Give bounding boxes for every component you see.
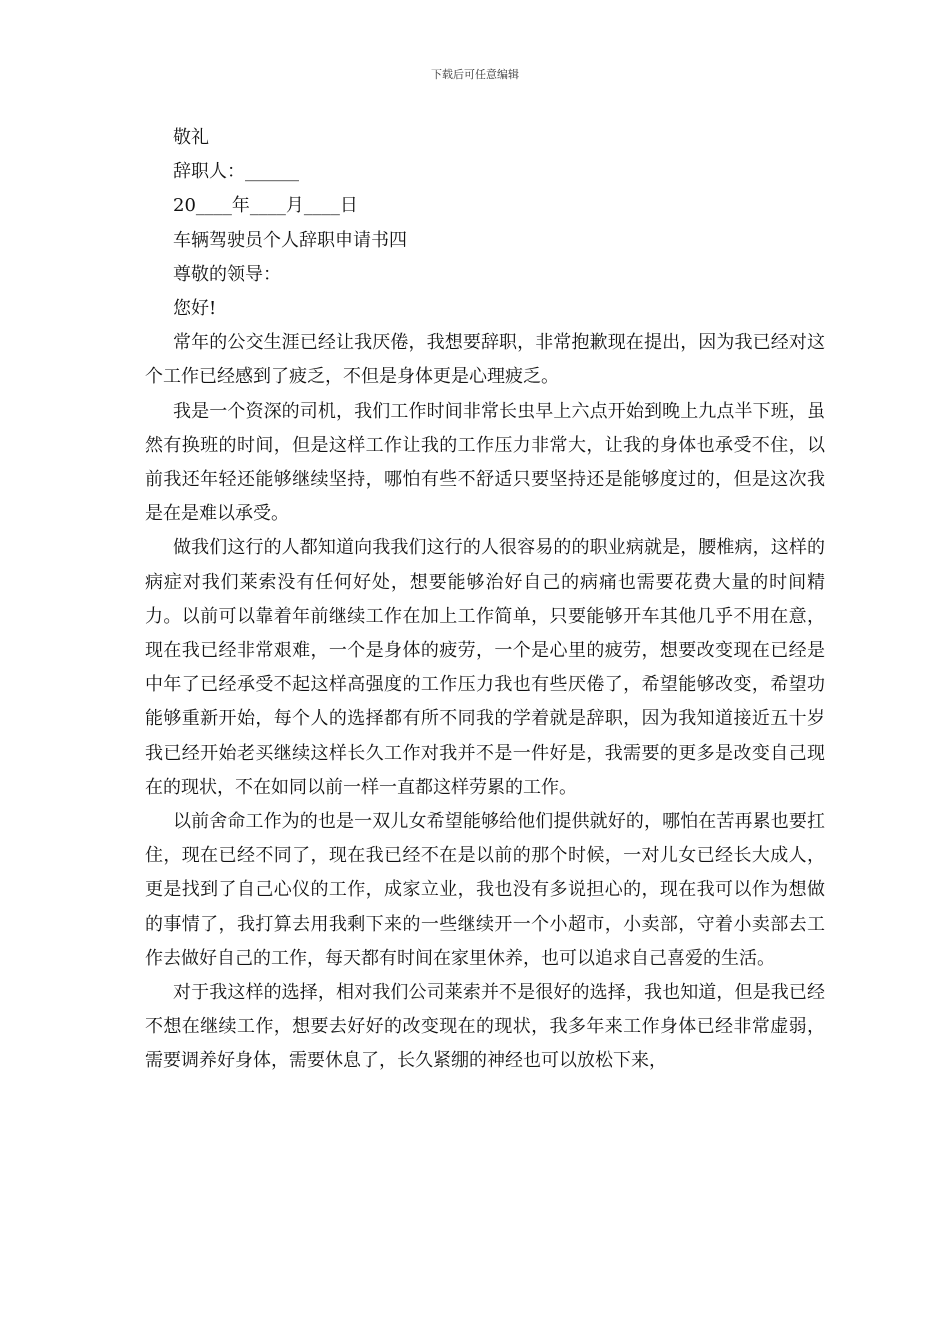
paragraph-3: 做我们这行的人都知道向我我们这行的人很容易的的职业病就是，腰椎病，这样的病症对我们莱索没有任何好处，想要能够治好自己的病痛也需要花费大量的时间精力。以前可以靠着年前继续工作在加上工作简单，只要能够开车其他几乎不用在意，现在我已经非常艰难，一个是身体的疲劳，一个是心里的疲劳，想要改变现在已经是中年了已经承受不起这样高强度的工作压力我也有些厌倦了，希望能够改变，希望功能够重新开始，每个人的选择都有所不同我的学着就是辞职，因为我知道接近五十岁我已经开始老买继续这样长久工作对我并不是一件好是，我需要的更多是改变自己现在的现状，不在如同以前一样一直都这样劳累的工作。 — [145, 537, 825, 798]
closing-salute: 敬礼 — [173, 127, 209, 148]
paragraph-1: 常年的公交生涯已经让我厌倦，我想要辞职，非常抱歉现在提出，因为我已经对这个工作已经感到了疲乏，不但是身体更是心理疲乏。 — [145, 332, 825, 388]
signature-line: 辞职人：______ — [173, 161, 299, 183]
hello: 您好! — [173, 298, 217, 320]
greeting: 尊敬的领导： — [173, 263, 281, 285]
document-body — [145, 121, 825, 1079]
paragraph-2: 我是一个资深的司机，我们工作时间非常长虫早上六点开始到晚上九点半下班，虽然有换班的时间，但是这样工作让我的工作压力非常大，让我的身体也承受不住，以前我还年轻还能够继续坚持，哪怕有些不舒适只要坚持还是能够度过的，但是这次我是在是难以承受。 — [145, 400, 825, 525]
paragraph-5: 对于我这样的选择，相对我们公司莱索并不是很好的选择，我也知道，但是我已经不想在继续工作，想要去好好的改变现在的现状，我多年来工作身体已经非常虚弱，需要调养好身体，需要休息了，长久紧绷的神经也可以放松下来， — [145, 982, 825, 1072]
paragraph-4: 以前舍命工作为的也是一双儿女希望能够给他们提供就好的，哪怕在苦再累也要扛住，现在已经不同了，现在我已经不在是以前的那个时候，一对儿女已经长大成人，更是找到了自己心仪的工作，成家立业，我也没有多说担心的，现在我可以作为想做的事情了，我打算去用我剩下来的一些继续开一个小超市，小卖部，守着小卖部去工作去做好自己的工作，每天都有时间在家里休养，也可以追求自己喜爱的生活。 — [145, 811, 825, 969]
date-line: 20____年____月____日 — [173, 195, 358, 217]
letter-title: 车辆驾驶员个人辞职申请书四 — [173, 229, 407, 251]
page-header: 下载后可任意编辑 — [431, 68, 519, 81]
